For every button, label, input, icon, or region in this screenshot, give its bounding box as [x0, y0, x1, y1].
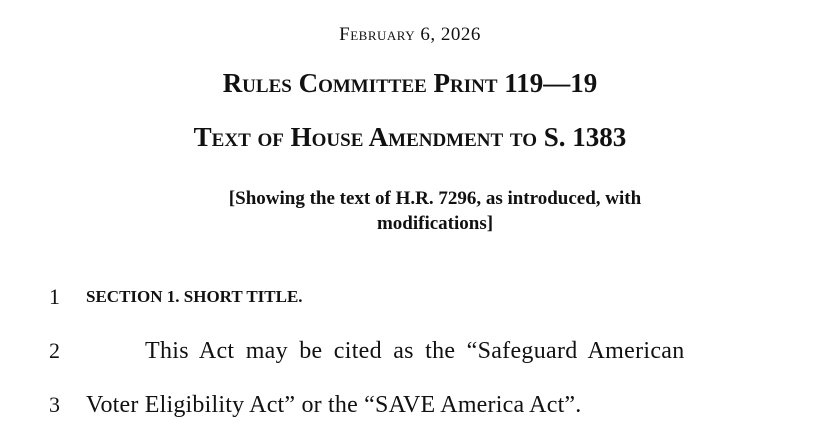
bracket-note-line-1: [Showing the text of H.R. 7296, as introduced, with — [228, 188, 642, 209]
line-number: 1 — [49, 284, 60, 309]
amendment-title: Text of House Amendment to S. 1383 — [193, 122, 627, 152]
rules-committee-print-title: Rules Committee Print 119—19 — [222, 68, 598, 98]
line-text: This Act may be cited as the “Safeguard American — [145, 338, 685, 364]
bracket-note-line-2: modifications] — [376, 213, 494, 234]
section-heading: SECTION 1. SHORT TITLE. — [86, 287, 303, 306]
line-number: 3 — [49, 392, 60, 417]
line-number: 2 — [49, 338, 60, 363]
print-date: February 6, 2026 — [339, 24, 481, 45]
bracket-note — [0, 186, 832, 236]
line-text: Voter Eligibility Act” or the “SAVE America Act”. — [86, 392, 582, 418]
